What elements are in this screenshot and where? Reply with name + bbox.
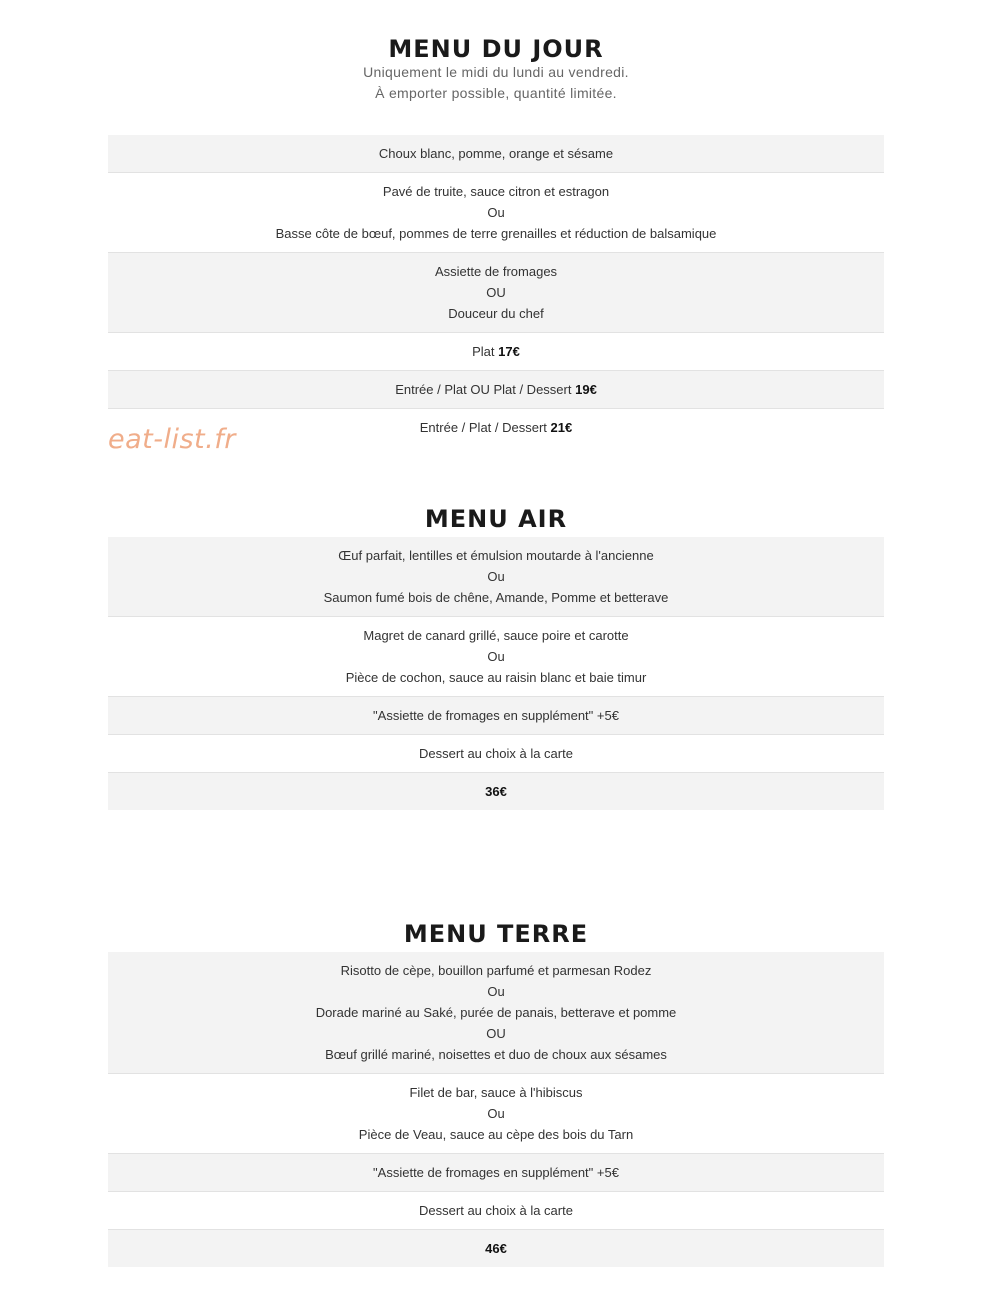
menu-item: Assiette de fromages bbox=[434, 264, 558, 279]
menu-row bbox=[108, 135, 884, 173]
menu-du-jour-title: MENU DU JOUR bbox=[388, 35, 604, 63]
menu-item: Basse côte de bœuf, pommes de terre grenailles et réduction de balsamique bbox=[275, 226, 717, 241]
menu-or: Ou bbox=[487, 1106, 505, 1121]
menu-row bbox=[108, 617, 884, 697]
price-value: 19€ bbox=[575, 382, 597, 397]
menu-item: Risotto de cèpe, bouillon parfumé et parmesan Rodez bbox=[340, 963, 652, 978]
price-row bbox=[108, 1230, 884, 1267]
menu-terre-title: MENU TERRE bbox=[403, 920, 589, 948]
menu-row bbox=[108, 735, 884, 773]
menu-row bbox=[108, 537, 884, 617]
menu-or: Ou bbox=[487, 984, 505, 999]
price-row bbox=[108, 371, 884, 409]
menu-item: Douceur du chef bbox=[448, 306, 544, 321]
menu-or: OU bbox=[486, 285, 506, 300]
menu-du-jour-subtitle-2: À emporter possible, quantité limitée. bbox=[375, 85, 617, 102]
price-row bbox=[108, 333, 884, 371]
menu-item: Dessert au choix à la carte bbox=[419, 1203, 573, 1218]
menu-or: Ou bbox=[487, 649, 505, 664]
price-label: Plat bbox=[472, 344, 495, 359]
menu-air-table bbox=[108, 537, 884, 810]
menu-du-jour-subtitle-1: Uniquement le midi du lundi au vendredi. bbox=[363, 64, 629, 81]
menu-row bbox=[108, 173, 884, 253]
menu-item: Œuf parfait, lentilles et émulsion moutarde à l'ancienne bbox=[338, 548, 654, 563]
menu-item: Bœuf grillé mariné, noisettes et duo de choux aux sésames bbox=[325, 1047, 667, 1062]
price-label: Entrée / Plat OU Plat / Dessert bbox=[395, 382, 572, 397]
price-value: 46€ bbox=[485, 1241, 507, 1256]
menu-item: Saumon fumé bois de chêne, Amande, Pomme et betterave bbox=[323, 590, 669, 605]
menu-or: Ou bbox=[487, 569, 505, 584]
menu-row bbox=[108, 1074, 884, 1154]
menu-or: Ou bbox=[487, 205, 505, 220]
price-row bbox=[108, 773, 884, 810]
menu-item: Dorade mariné au Saké, purée de panais, betterave et pomme bbox=[315, 1005, 677, 1020]
menu-item: Pavé de truite, sauce citron et estragon bbox=[382, 184, 610, 199]
menu-row bbox=[108, 1192, 884, 1230]
menu-terre-table bbox=[108, 952, 884, 1267]
price-value: 36€ bbox=[485, 784, 507, 799]
menu-air-header bbox=[108, 506, 884, 532]
price-value: 21€ bbox=[550, 420, 573, 435]
menu-item: Choux blanc, pomme, orange et sésame bbox=[378, 146, 614, 161]
menu-row bbox=[108, 253, 884, 333]
menu-du-jour-header bbox=[108, 36, 884, 104]
watermark-logo: eat-list.fr bbox=[108, 424, 236, 455]
menu-item: Pièce de Veau, sauce au cèpe des bois du Tarn bbox=[358, 1127, 634, 1142]
menu-or: OU bbox=[486, 1026, 506, 1041]
menu-air-title: MENU AIR bbox=[424, 505, 568, 533]
menu-row bbox=[108, 952, 884, 1074]
menu-item: Filet de bar, sauce à l'hibiscus bbox=[409, 1085, 583, 1100]
price-value: 17€ bbox=[498, 344, 520, 359]
menu-item: "Assiette de fromages en supplément" +5€ bbox=[373, 1165, 619, 1180]
menu-terre-header bbox=[108, 921, 884, 947]
menu-item: Magret de canard grillé, sauce poire et carotte bbox=[363, 628, 629, 643]
menu-row bbox=[108, 1154, 884, 1192]
menu-item: Pièce de cochon, sauce au raisin blanc et baie timur bbox=[345, 670, 647, 685]
menu-row bbox=[108, 697, 884, 735]
price-label: Entrée / Plat / Dessert bbox=[419, 420, 547, 435]
menu-du-jour-table bbox=[108, 135, 884, 446]
menu-item: Dessert au choix à la carte bbox=[419, 746, 573, 761]
menu-item: "Assiette de fromages en supplément" +5€ bbox=[373, 708, 619, 723]
